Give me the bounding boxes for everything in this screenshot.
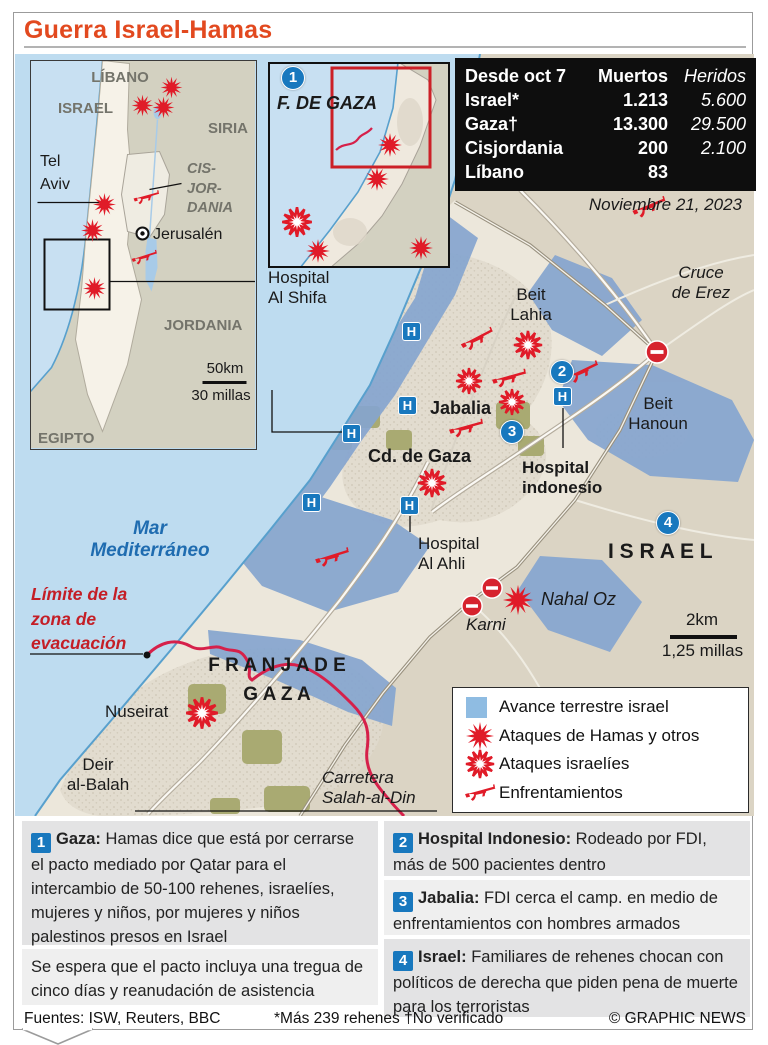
label-hospital-al-shifa: [268, 268, 329, 308]
legend-item: [465, 750, 740, 779]
label-hospital-indonesio: [522, 458, 602, 498]
date-note: Noviembre 21, 2023: [588, 195, 742, 214]
label-jordania: JORDANIA: [164, 317, 243, 334]
legend-label: Ataques israelíes: [499, 754, 630, 774]
note-1-gaza: [22, 821, 378, 945]
hospital-icon: H: [302, 493, 321, 512]
evacuation-line-endpoint: [144, 652, 151, 659]
main-scale-miles: 1,25 millas: [661, 641, 744, 660]
label-line: Hospital: [268, 268, 330, 287]
label-line: Carretera: [322, 768, 394, 787]
label-line: indonesio: [522, 478, 603, 498]
label-line: Beit: [643, 394, 673, 413]
table-row: [465, 88, 746, 112]
note-3-jabalia: [384, 880, 750, 935]
table-row: [465, 160, 746, 184]
note-lead: Jabalia:: [418, 889, 480, 907]
row-heridos: 29.500: [690, 114, 746, 134]
label-line: Mar: [133, 518, 167, 539]
legend-item: [465, 722, 740, 751]
label-tel-aviv: [40, 150, 70, 196]
row-heridos: 2.100: [700, 138, 746, 158]
note-4-israel: [384, 939, 750, 1017]
col-header-muertos: Muertos: [597, 66, 668, 86]
row-heridos: [668, 160, 746, 184]
hospital-icon-al-ahli: H: [400, 496, 419, 515]
row-label: Cisjordania: [465, 138, 564, 158]
jerusalem-marker: [137, 228, 149, 240]
label-line: zona de: [31, 608, 97, 629]
label-jabalia: Jabalia: [430, 398, 492, 418]
label-israel-big: I S R A E L: [608, 540, 713, 563]
label-f-de-gaza: F. DE GAZA: [277, 93, 378, 113]
note-2-hospital-indonesio: [384, 821, 750, 876]
casualty-table: [455, 58, 756, 191]
note-truce: [22, 949, 378, 1005]
advance-swatch-icon: [465, 695, 499, 719]
note-2-badge: 2: [393, 833, 413, 853]
label-line: Salah-al-Din: [322, 788, 416, 808]
note-body: Familiares de rehenes chocan con políticos de derecha que piden pena de muerte para los terroristas: [393, 948, 738, 1016]
label-line: Mediterráneo: [90, 540, 210, 562]
label-line: Hospital: [522, 458, 590, 477]
note-lead: Gaza:: [56, 830, 101, 848]
label-evacuation-limit: [31, 582, 127, 656]
label-jerusalen: Jerusalén: [153, 226, 223, 243]
label-line: F R A N J A D E: [208, 655, 346, 676]
sources-text: Fuentes: ISW, Reuters, BBC: [24, 1010, 221, 1027]
label-libano: LÍBANO: [91, 69, 149, 86]
label-cd-de-gaza: Cd. de Gaza: [368, 446, 472, 466]
label-mar-mediterraneo: [60, 518, 240, 563]
map-legend: [452, 687, 749, 813]
label-line: Límite de la: [31, 584, 128, 604]
legend-label: Enfrentamientos: [499, 782, 623, 802]
col-header-heridos: Heridos: [683, 66, 746, 86]
label-karni: Karni: [466, 615, 506, 634]
row-heridos: 5.600: [700, 90, 746, 110]
inset-scale-miles: 30 millas: [191, 387, 251, 404]
label-line: Cruce: [678, 263, 724, 282]
label-line: al-Balah: [66, 775, 130, 795]
label-line: Lahia: [510, 305, 552, 325]
label-israel-inset: ISRAEL: [58, 100, 114, 117]
legend-label: Ataques de Hamas y otros: [499, 725, 700, 745]
label-line: Deir: [82, 755, 114, 774]
note-1-badge: 1: [31, 833, 51, 853]
row-muertos: 83: [647, 162, 668, 182]
row-muertos: 200: [637, 138, 668, 158]
label-egipto: EGIPTO: [38, 430, 95, 447]
note-body: FDI cerca el camp. en medio de enfrentamientos con hombres armados: [393, 889, 718, 933]
israeli-attack-star-icon: [465, 749, 499, 779]
row-muertos: 13.300: [612, 114, 668, 134]
note-body: Se espera que el pacto incluya una tregua de cinco días y reanudación de asistencia: [31, 958, 364, 1000]
label-line: Beit: [516, 285, 546, 304]
hospital-icon: H: [402, 322, 421, 341]
inset2-urban2: [333, 218, 367, 246]
note-body: Hamas dice que está por cerrarse el pacto mediado por Qatar para el intercambio de 50-100 rehenes, israelíes, mujeres y niños, por mujeres y niños palestinos presos en Israel: [31, 830, 355, 946]
inset2-urban1: [397, 98, 423, 146]
marker-4-israel: 4: [656, 511, 680, 535]
note-3-badge: 3: [393, 892, 413, 912]
legend-label: Avance terrestre israel: [499, 697, 669, 717]
table-row: [465, 136, 746, 160]
label-line: JOR-: [187, 180, 222, 197]
label-line: evacuación: [31, 633, 127, 653]
footnote-text: *Más 239 rehenes †No verificado: [274, 1010, 504, 1027]
label-deir-al-balah: [48, 755, 148, 795]
title-rule: [24, 46, 746, 48]
label-beit-hanoun: [608, 394, 708, 434]
main-scale-km: 2km: [685, 610, 719, 629]
label-line: Tel: [40, 153, 61, 170]
row-label: Gaza†: [465, 114, 519, 134]
credit-text: © GRAPHIC NEWS: [608, 1010, 746, 1027]
clashes-rifle-icon: [465, 783, 499, 803]
marker-1-gaza: 1: [281, 66, 305, 90]
marker-2-hospital-indonesio: 2: [550, 360, 574, 384]
label-cisjordania-inset: [187, 160, 233, 219]
col-header-period: Desde oct 7: [465, 66, 567, 86]
label-hospital-al-ahli: [418, 534, 479, 574]
label-siria: SIRIA: [208, 120, 249, 137]
hospital-icon: H: [398, 396, 417, 415]
label-line: CIS-: [187, 161, 216, 177]
label-franja-de-gaza: [167, 652, 387, 709]
note-body: Rodeado por FDI, más de 500 pacientes dentro: [393, 830, 707, 874]
row-muertos: 1.213: [622, 90, 668, 110]
row-label: Israel*: [465, 90, 520, 110]
label-line: Aviv: [40, 176, 70, 194]
legend-item: [465, 693, 740, 722]
page-title: Guerra Israel-Hamas: [24, 16, 273, 44]
label-nuseirat: Nuseirat: [105, 702, 169, 721]
row-label: Líbano: [465, 162, 524, 182]
casualty-header-row: [465, 64, 746, 88]
label-line: Al Shifa: [268, 288, 327, 308]
note-lead: Hospital Indonesio:: [418, 830, 572, 848]
hospital-icon-al-shifa: H: [342, 424, 361, 443]
footer: [24, 1010, 746, 1028]
label-nahal-oz: Nahal Oz: [541, 589, 617, 609]
label-cruce-de-erez: [655, 263, 747, 303]
marker-3-jabalia: 3: [500, 420, 524, 444]
hamas-attack-star-icon: [465, 721, 499, 751]
hospital-icon-indonesio: H: [553, 387, 572, 406]
label-line: G A Z A: [243, 683, 311, 705]
label-carretera-salah-al-din: [322, 768, 416, 808]
frame-tail: [18, 1028, 98, 1045]
note-4-badge: 4: [393, 951, 413, 971]
inset-scale-km: 50km: [206, 360, 244, 377]
label-beit-lahia: [491, 285, 571, 325]
label-line: Hanoun: [628, 414, 688, 434]
label-line: Al Ahli: [418, 554, 466, 574]
label-line: de Erez: [671, 283, 731, 303]
note-lead: Israel:: [418, 948, 467, 966]
label-line: DANIA: [187, 200, 233, 217]
table-row: [465, 112, 746, 136]
legend-item: [465, 779, 740, 808]
label-line: Hospital: [418, 534, 480, 553]
